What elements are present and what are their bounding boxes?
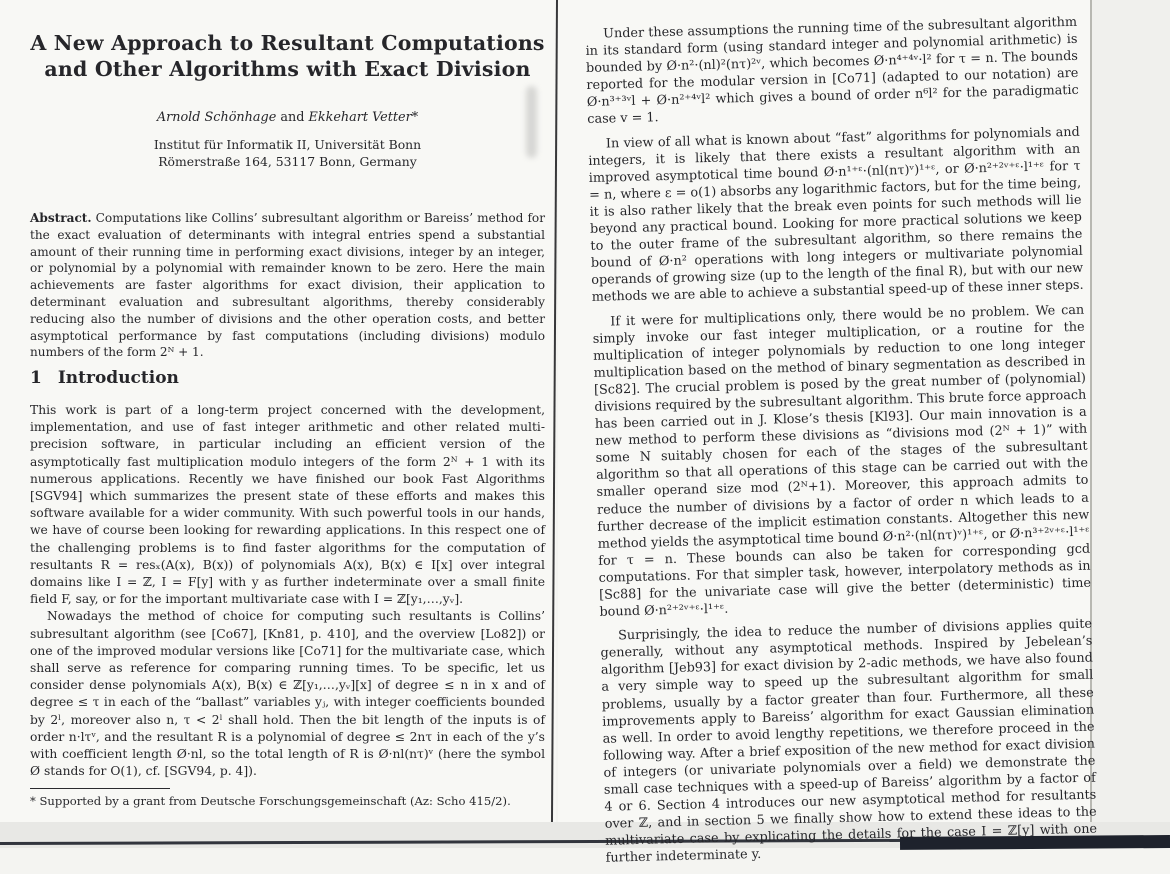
footnote-rule [30,788,170,789]
right-paragraph-1: Under these assumptions the running time of the subresultant algorithm in its standard form (using standard integer and polynomial arithmetic) is bounded by Ø·n²·(nl)²(nτ)²ᵛ, which becomes Ø·n⁴⁺⁴ᵛ·l² for τ = n. The bounds reported for the modular version in [Co71] (adapted to our notation) are Ø·n³⁺³ᵛl + Ø·n²⁺⁴ᵛl² which gives a bound of order n⁶l² for the paradigmatic case v = 1. [585,14,1079,128]
intro-paragraph-1: This work is part of a long-term project concerned with the development, implementation, and use of fast integer arithmetic and other related multi-precision software, in particular including an efficient version of the asymptotically fast multiplication modulo integers of the form 2ᴺ + 1 with its numerous applications. Recently we have finished our book Fast Algorithms [SGV94] which summarizes the present state of these efforts and makes this software available for a wider community. With such powerful tools in our hands, we have of course been looking for rewarding applications. In this respect one of the challenging problems is to find faster algorithms for the computation of resultants R = resₓ(A(x), B(x)) of polynomials A(x), B(x) ∈ I[x] over integral domains like I = ℤ, I = F[y] with y as further indeterminate over a small finite field F, say, or for the important multivariate case with I = ℤ[y₁,…,yᵥ]. [30,403,545,607]
affiliation [30,136,545,170]
section-1-heading [30,368,179,388]
author-2: Ekkehart Vetter* [308,110,419,125]
author-1: Arnold Schönhage [156,110,277,125]
introduction-body [30,402,545,780]
right-paragraph-4: Surprisingly, the idea to reduce the number of divisions applies quite generally, without any asymptotical methods. Inspired by Jebelean’s algorithm [Jeb93] for exact division by 2-adic methods, we have also found a very simple way to speed up the subresultant algorithm for small problems, usually by a factor greater than four. Furthermore, all these improvements apply to Bareiss’ algorithm for exact Gaussian elimination as well. In order to avoid lengthy repetitions, we therefore proceed in the following way. After a brief exposition of the new method for exact division of integers (or univariate polynomials over a field) we demonstrate the small case techniques with a speed-up of Bareiss’ algorithm by a factor of 4 or 6. Section 4 introduces our new asymptotical method for resultants over ℤ, and in section 5 we finally show how to extend these ideas to the multivariate case by explicating the details for the case I = ℤ[y] with one further indeterminate y. [600,616,1098,867]
footnote [30,788,545,809]
paper-title-line-1: A New Approach to Resultant Computations [30,31,545,55]
section-1-number: 1 [30,368,42,388]
right-page-content [585,14,1098,874]
abstract-label: Abstract. [30,211,92,225]
right-paragraph-3: If it were for multiplications only, there would be no problem. We can simply invoke our fast integer multiplication, or a routine for the multiplication of integer polynomials by reduction to one long integer multiplication based on the method of binary segmentation as described in [Sc82]. The crucial problem is posed by the great number of (polynomial) divisions required by the subresultant algorithm. This brute force approach has been carried out in J. Klose’s thesis [Kl93]. Our main innovation is a new method to perform these divisions as “divisions mod (2ᴺ + 1)” with some N suitably chosen for each of the stages of the subresultant algorithm so that all operations of this stage can be carried out with the smaller operand size mod (2ᴺ+1). Moreover, this approach admits to reduce the number of divisions by a factor of order n which leads to a further decrease of the implicit estimation constants. Altogether this new method yields the asymptotical time bound Ø·n²·(nl(nτ)ᵛ)¹⁺ᵋ, or Ø·n³⁺²ᵛ⁺ᵋ·l¹⁺ᵋ for τ = n. These bounds can also be taken for corresponding gcd computations. For that simpler task, however, interpolatory methods as in [Sc88] for the univariate case will give the better (deterministic) time bound Ø·n²⁺²ᵛ⁺ᵋ·l¹⁺ᵋ. [592,302,1092,620]
paper-title-line-2: and Other Algorithms with Exact Division [44,57,531,81]
affiliation-line-2: Römerstraße 164, 53117 Bonn, Germany [158,154,417,169]
affiliation-line-1: Institut für Informatik II, Universität Bonn [153,137,422,152]
paper-title [30,30,545,82]
intro-paragraph-2: Nowadays the method of choice for computing such resultants is Collins’ subresultant algorithm (see [Co67], [Kn81, p. 410], and the overview [Lo82]) or one of the improved modular versions like [Co71] for the multivariate case, which shall serve as reference for comparing running times. To be specific, let us consider dense polynomials A(x), B(x) ∈ ℤ[y₁,…,yᵥ][x] of degree ≤ n in x and of degree ≤ τ in each of the “ballast” variables yⱼ, with integer coefficients bounded by 2ˡ, moreover also n, τ < 2ˡ shall hold. Then the bit length of the inputs is of order n·lτᵛ, and the resultant R is a polynomial of degree ≤ 2nτ in each of the y’s with coefficient length Ø·nl, so the total length of R is Ø·nl(nτ)ᵛ (here the symbol Ø stands for O(1), cf. [SGV94, p. 4]). [30,609,545,779]
footnote-text: * Supported by a grant from Deutsche Forschungsgemeinschaft (Az: Scho 415/2). [30,794,511,808]
left-page-content [30,30,545,82]
scanner-margin [1091,0,1170,822]
section-1-title: Introduction [57,368,179,388]
abstract [30,210,545,361]
abstract-text: Computations like Collins’ subresultant algorithm or Bareiss’ method for the exact evaluation of determinants with integral entries spend a substantial amount of their running time in performing exact divisions, integer by an integer, or polynomial by a polynomial with remainder known to be zero. Here the main achievements are faster algorithms for exact division, their application to determinant evaluation and subresultant algorithms, thereby considerably reducing also the number of divisions and the other operation costs, and better asymptotical performance by fast computations (including divisions) modulo numbers of the form 2ᴺ + 1. [30,211,545,360]
author-line [30,110,545,125]
author-conjunction: and [276,110,309,125]
right-paragraph-2: In view of all what is known about “fast” algorithms for polynomials and integers, it is likely that there exists a resultant algorithm with an improved asymptotical time bound Ø·n¹⁺ᵋ·(nl(nτ)ᵛ)¹⁺ᵋ, or Ø·n²⁺²ᵛ⁺ᵋ·l¹⁺ᵋ for τ = n, where ε = o(1) absorbs any logarithmic factors, but for the time being, it is also rather likely that the break even points for such methods will lie beyond any practical bound. Looking for more practical solutions we keep to the outer frame of the subresultant algorithm, so there remains the bound of Ø·n² operations with long integers or multivariate polynomial operands of growing size (up to the length of the final R), but with our new methods we are able to achieve a substantial speed-up of these inner steps. [588,124,1084,306]
